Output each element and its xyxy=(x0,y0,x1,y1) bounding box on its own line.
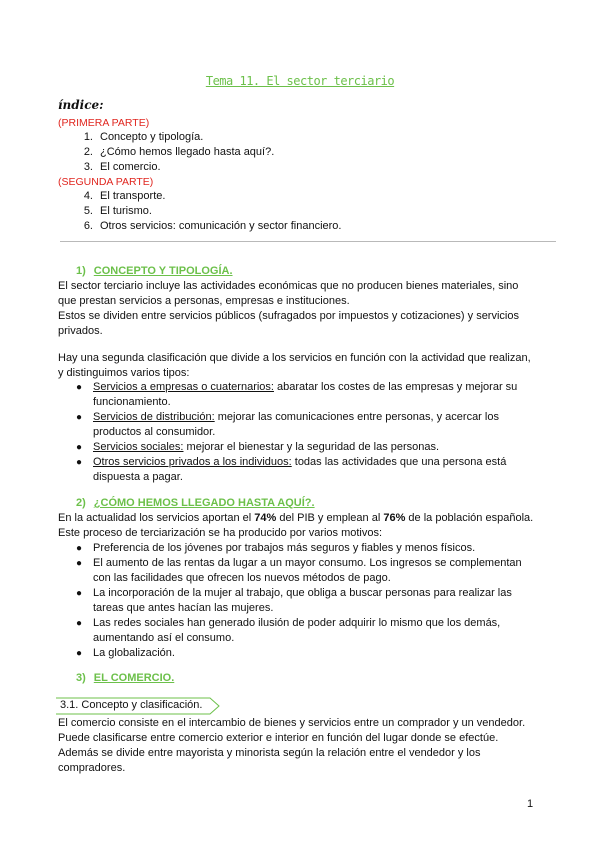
index-list-part-two xyxy=(76,189,341,234)
list-item: ● Preferencia de los jóvenes por trabajos más seguros y fiables y menos físicos. xyxy=(76,542,476,554)
section-1-paragraph-2: Hay una segunda clasificación que divide a los servicios en función con la actividad que realizan, y distinguimos varios tipos: xyxy=(58,352,531,379)
horizontal-divider xyxy=(60,241,556,242)
index-item: 5. El turismo. xyxy=(83,205,152,217)
index-item: 3. El comercio. xyxy=(83,161,161,173)
list-item: ● La incorporación de la mujer al trabajo, que obliga a buscar personas para realizar las tareas que antes hacían las mujeres. xyxy=(76,587,512,614)
document-title: Tema 11. El sector terciario xyxy=(205,74,395,88)
service-types-list xyxy=(76,380,517,485)
part-one-label: (PRIMERA PARTE) xyxy=(58,117,150,129)
section-1-paragraph-1: El sector terciario incluye las actividades económicas que no producen bienes materiales, sino que prestan servicios a personas, empresas e instituciones. Estos se dividen entre servicios públicos (sufragados por impuestos y cotizaciones) y servicios privados. xyxy=(58,280,519,337)
index-heading: índice: xyxy=(58,98,104,112)
page-number: 1 xyxy=(527,798,534,810)
list-item: ● Servicios a empresas o cuaternarios: abaratar los costes de las empresas y mejorar su funcionamiento. xyxy=(76,381,518,408)
section-heading-3: 3) EL COMERCIO. xyxy=(76,672,175,684)
list-item: ● Las redes sociales han generado ilusión de poder adquirir lo mismo que los demás, aumentando así el consumo. xyxy=(76,617,501,644)
index-list-part-one xyxy=(76,130,274,175)
part-two-label: (SEGUNDA PARTE) xyxy=(58,176,154,188)
list-item: ● Servicios de distribución: mejorar las comunicaciones entre personas, y acercar los productos al consumidor. xyxy=(76,411,499,438)
reasons-list xyxy=(76,541,522,661)
section-heading-2: 2) ¿CÓMO HEMOS LLEGADO HASTA AQUÍ?. xyxy=(76,497,315,509)
index-item: 4. El transporte. xyxy=(83,190,166,202)
section-2-paragraph: En la actualidad los servicios aportan el 74% del PIB y emplean al 76% de la población española. Este proceso de terciarización se ha producido por varios motivos: xyxy=(58,512,534,539)
index-item: 6. Otros servicios: comunicación y sector financiero. xyxy=(83,220,342,232)
list-item: ● Servicios sociales: mejorar el bienestar y la seguridad de las personas. xyxy=(76,441,440,453)
index-item: 2. ¿Cómo hemos llegado hasta aquí?. xyxy=(83,146,275,158)
index-item: 1. Concepto y tipología. xyxy=(83,131,204,143)
section-3-paragraph: El comercio consiste en el intercambio de bienes y servicios entre un comprador y un vendedor. Puede clasificarse entre comercio exterior e interior en función del lugar donde se efectúe. Además se divide entre mayorista y minorista según la relación entre el vendedor y los compradores. xyxy=(58,717,526,774)
subsection-title: 3.1. Concepto y clasificación. xyxy=(60,699,203,711)
list-item: ● Otros servicios privados a los individuos: todas las actividades que una persona está dispuesta a pagar. xyxy=(76,456,507,483)
section-heading-1: 1) CONCEPTO Y TIPOLOGÍA. xyxy=(76,265,233,277)
list-item: ● El aumento de las rentas da lugar a un mayor consumo. Los ingresos se complementan con las facilidades que ofrecen los nuevos métodos de pago. xyxy=(76,557,522,584)
list-item: ● La globalización. xyxy=(76,647,175,659)
subsection-tag xyxy=(56,697,220,715)
